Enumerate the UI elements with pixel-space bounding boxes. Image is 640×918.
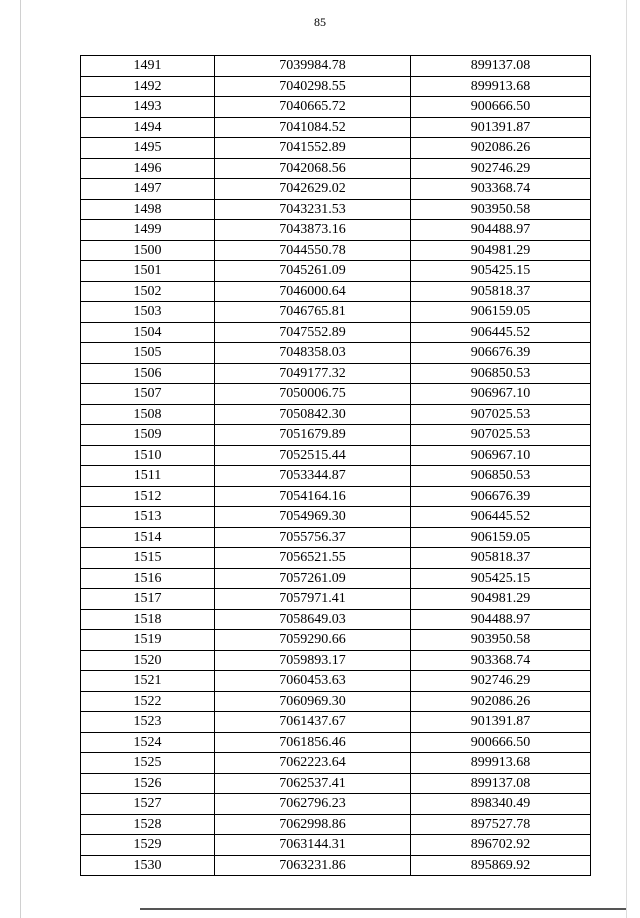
table-row — [81, 261, 591, 282]
point-number-cell: 1513 — [81, 507, 215, 528]
point-number-cell: 1509 — [81, 425, 215, 446]
x-coordinate-cell: 7043873.16 — [215, 220, 411, 241]
point-number-cell: 1503 — [81, 302, 215, 323]
x-coordinate-cell: 7042068.56 — [215, 158, 411, 179]
y-coordinate-cell: 906676.39 — [411, 486, 591, 507]
y-coordinate-cell: 898340.49 — [411, 794, 591, 815]
x-coordinate-cell: 7048358.03 — [215, 343, 411, 364]
y-coordinate-cell: 906159.05 — [411, 302, 591, 323]
x-coordinate-cell: 7039984.78 — [215, 56, 411, 77]
table-row — [81, 404, 591, 425]
x-coordinate-cell: 7062998.86 — [215, 814, 411, 835]
point-number-cell: 1499 — [81, 220, 215, 241]
y-coordinate-cell: 907025.53 — [411, 425, 591, 446]
x-coordinate-cell: 7054969.30 — [215, 507, 411, 528]
x-coordinate-cell: 7053344.87 — [215, 466, 411, 487]
y-coordinate-cell: 899913.68 — [411, 753, 591, 774]
point-number-cell: 1518 — [81, 609, 215, 630]
y-coordinate-cell: 904981.29 — [411, 240, 591, 261]
point-number-cell: 1528 — [81, 814, 215, 835]
point-number-cell: 1530 — [81, 855, 215, 876]
table-row — [81, 199, 591, 220]
point-number-cell: 1507 — [81, 384, 215, 405]
table-row — [81, 138, 591, 159]
table-row — [81, 548, 591, 569]
table-row — [81, 732, 591, 753]
point-number-cell: 1492 — [81, 76, 215, 97]
point-number-cell: 1517 — [81, 589, 215, 610]
x-coordinate-cell: 7047552.89 — [215, 322, 411, 343]
point-number-cell: 1491 — [81, 56, 215, 77]
x-coordinate-cell: 7049177.32 — [215, 363, 411, 384]
point-number-cell: 1515 — [81, 548, 215, 569]
x-coordinate-cell: 7063231.86 — [215, 855, 411, 876]
point-number-cell: 1524 — [81, 732, 215, 753]
y-coordinate-cell: 906676.39 — [411, 343, 591, 364]
table-row — [81, 630, 591, 651]
y-coordinate-cell: 903368.74 — [411, 179, 591, 200]
table-row — [81, 56, 591, 77]
point-number-cell: 1512 — [81, 486, 215, 507]
y-coordinate-cell: 903950.58 — [411, 199, 591, 220]
coordinates-table-body — [81, 56, 591, 876]
x-coordinate-cell: 7042629.02 — [215, 179, 411, 200]
y-coordinate-cell: 906445.52 — [411, 507, 591, 528]
point-number-cell: 1527 — [81, 794, 215, 815]
point-number-cell: 1504 — [81, 322, 215, 343]
y-coordinate-cell: 902086.26 — [411, 138, 591, 159]
point-number-cell: 1493 — [81, 97, 215, 118]
y-coordinate-cell: 901391.87 — [411, 712, 591, 733]
x-coordinate-cell: 7041552.89 — [215, 138, 411, 159]
point-number-cell: 1516 — [81, 568, 215, 589]
y-coordinate-cell: 904488.97 — [411, 609, 591, 630]
x-coordinate-cell: 7052515.44 — [215, 445, 411, 466]
y-coordinate-cell: 902746.29 — [411, 158, 591, 179]
x-coordinate-cell: 7040298.55 — [215, 76, 411, 97]
x-coordinate-cell: 7046000.64 — [215, 281, 411, 302]
table-row — [81, 773, 591, 794]
y-coordinate-cell: 906445.52 — [411, 322, 591, 343]
point-number-cell: 1500 — [81, 240, 215, 261]
table-row — [81, 76, 591, 97]
x-coordinate-cell: 7041084.52 — [215, 117, 411, 138]
y-coordinate-cell: 900666.50 — [411, 97, 591, 118]
table-row — [81, 527, 591, 548]
point-number-cell: 1508 — [81, 404, 215, 425]
x-coordinate-cell: 7060453.63 — [215, 671, 411, 692]
y-coordinate-cell: 905818.37 — [411, 548, 591, 569]
page-number: 85 — [314, 15, 326, 29]
x-coordinate-cell: 7061856.46 — [215, 732, 411, 753]
y-coordinate-cell: 899913.68 — [411, 76, 591, 97]
y-coordinate-cell: 905425.15 — [411, 261, 591, 282]
table-row — [81, 712, 591, 733]
y-coordinate-cell: 906967.10 — [411, 445, 591, 466]
point-number-cell: 1522 — [81, 691, 215, 712]
point-number-cell: 1496 — [81, 158, 215, 179]
y-coordinate-cell: 905818.37 — [411, 281, 591, 302]
table-row — [81, 117, 591, 138]
table-row — [81, 425, 591, 446]
point-number-cell: 1526 — [81, 773, 215, 794]
y-coordinate-cell: 903368.74 — [411, 650, 591, 671]
point-number-cell: 1497 — [81, 179, 215, 200]
x-coordinate-cell: 7040665.72 — [215, 97, 411, 118]
x-coordinate-cell: 7062223.64 — [215, 753, 411, 774]
x-coordinate-cell: 7050842.30 — [215, 404, 411, 425]
point-number-cell: 1506 — [81, 363, 215, 384]
table-row — [81, 445, 591, 466]
x-coordinate-cell: 7060969.30 — [215, 691, 411, 712]
table-row — [81, 179, 591, 200]
y-coordinate-cell: 897527.78 — [411, 814, 591, 835]
table-row — [81, 609, 591, 630]
x-coordinate-cell: 7061437.67 — [215, 712, 411, 733]
table-row — [81, 97, 591, 118]
y-coordinate-cell: 900666.50 — [411, 732, 591, 753]
point-number-cell: 1523 — [81, 712, 215, 733]
table-row — [81, 814, 591, 835]
table-row — [81, 466, 591, 487]
table-row — [81, 671, 591, 692]
y-coordinate-cell: 906967.10 — [411, 384, 591, 405]
y-coordinate-cell: 906159.05 — [411, 527, 591, 548]
point-number-cell: 1521 — [81, 671, 215, 692]
x-coordinate-cell: 7051679.89 — [215, 425, 411, 446]
table-row — [81, 855, 591, 876]
table-row — [81, 384, 591, 405]
x-coordinate-cell: 7062537.41 — [215, 773, 411, 794]
y-coordinate-cell: 906850.53 — [411, 363, 591, 384]
table-row — [81, 835, 591, 856]
y-coordinate-cell: 896702.92 — [411, 835, 591, 856]
point-number-cell: 1514 — [81, 527, 215, 548]
y-coordinate-cell: 903950.58 — [411, 630, 591, 651]
x-coordinate-cell: 7059893.17 — [215, 650, 411, 671]
table-row — [81, 568, 591, 589]
x-coordinate-cell: 7059290.66 — [215, 630, 411, 651]
table-row — [81, 240, 591, 261]
point-number-cell: 1502 — [81, 281, 215, 302]
x-coordinate-cell: 7043231.53 — [215, 199, 411, 220]
point-number-cell: 1498 — [81, 199, 215, 220]
y-coordinate-cell: 905425.15 — [411, 568, 591, 589]
point-number-cell: 1505 — [81, 343, 215, 364]
y-coordinate-cell: 901391.87 — [411, 117, 591, 138]
scan-edge-bottom — [140, 908, 626, 910]
y-coordinate-cell: 907025.53 — [411, 404, 591, 425]
point-number-cell: 1520 — [81, 650, 215, 671]
table-row — [81, 794, 591, 815]
point-number-cell: 1494 — [81, 117, 215, 138]
table-row — [81, 343, 591, 364]
point-number-cell: 1519 — [81, 630, 215, 651]
table-row — [81, 486, 591, 507]
coordinates-table — [80, 55, 591, 876]
x-coordinate-cell: 7056521.55 — [215, 548, 411, 569]
table-row — [81, 281, 591, 302]
table-row — [81, 753, 591, 774]
x-coordinate-cell: 7046765.81 — [215, 302, 411, 323]
table-row — [81, 507, 591, 528]
x-coordinate-cell: 7044550.78 — [215, 240, 411, 261]
point-number-cell: 1525 — [81, 753, 215, 774]
x-coordinate-cell: 7062796.23 — [215, 794, 411, 815]
point-number-cell: 1501 — [81, 261, 215, 282]
table-row — [81, 363, 591, 384]
x-coordinate-cell: 7057261.09 — [215, 568, 411, 589]
y-coordinate-cell: 899137.08 — [411, 56, 591, 77]
scan-edge-right — [626, 0, 627, 918]
x-coordinate-cell: 7054164.16 — [215, 486, 411, 507]
table-row — [81, 302, 591, 323]
x-coordinate-cell: 7055756.37 — [215, 527, 411, 548]
x-coordinate-cell: 7045261.09 — [215, 261, 411, 282]
point-number-cell: 1529 — [81, 835, 215, 856]
y-coordinate-cell: 904488.97 — [411, 220, 591, 241]
table-row — [81, 691, 591, 712]
x-coordinate-cell: 7058649.03 — [215, 609, 411, 630]
table-row — [81, 589, 591, 610]
point-number-cell: 1495 — [81, 138, 215, 159]
table-row — [81, 650, 591, 671]
table-row — [81, 220, 591, 241]
y-coordinate-cell: 899137.08 — [411, 773, 591, 794]
x-coordinate-cell: 7050006.75 — [215, 384, 411, 405]
y-coordinate-cell: 902746.29 — [411, 671, 591, 692]
point-number-cell: 1511 — [81, 466, 215, 487]
y-coordinate-cell: 895869.92 — [411, 855, 591, 876]
x-coordinate-cell: 7063144.31 — [215, 835, 411, 856]
y-coordinate-cell: 906850.53 — [411, 466, 591, 487]
x-coordinate-cell: 7057971.41 — [215, 589, 411, 610]
y-coordinate-cell: 904981.29 — [411, 589, 591, 610]
point-number-cell: 1510 — [81, 445, 215, 466]
scan-edge-left — [20, 0, 21, 918]
y-coordinate-cell: 902086.26 — [411, 691, 591, 712]
table-row — [81, 158, 591, 179]
table-row — [81, 322, 591, 343]
